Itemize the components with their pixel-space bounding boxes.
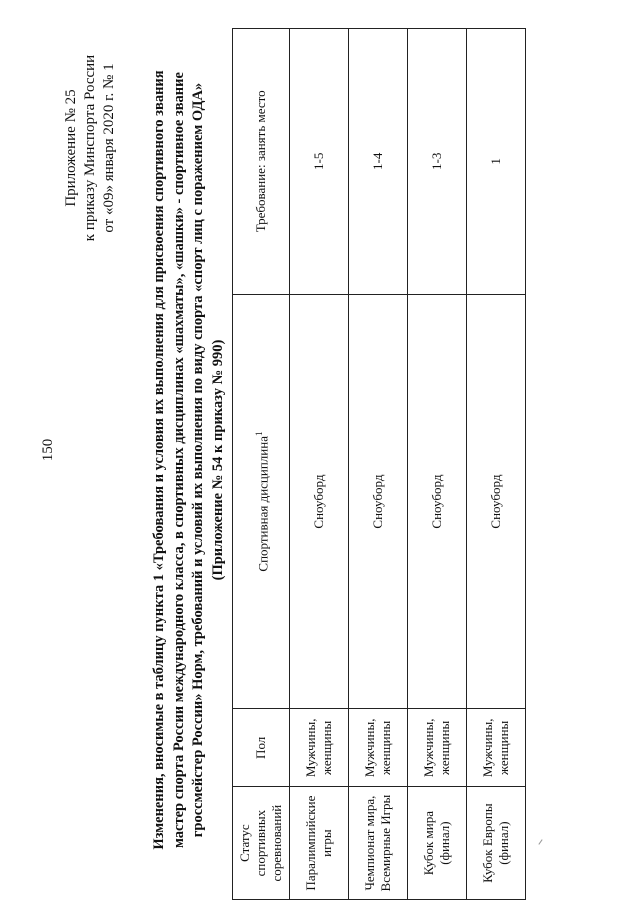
heading-line: мастер спорта России международного класса, в спортивных дисциплинах «шахматы», «шашки» - спортивное звание <box>170 72 187 848</box>
cell-place: 1-3 <box>408 29 467 295</box>
requirements-table <box>232 28 526 900</box>
cell-place: 1 <box>467 29 526 295</box>
cell-discipline: Сноуборд <box>290 294 349 709</box>
cell-place: 1-5 <box>290 29 349 295</box>
cell-discipline: Сноуборд <box>467 294 526 709</box>
cell-sex: Мужчины, женщины <box>467 709 526 787</box>
cell-sex: Мужчины, женщины <box>290 709 349 787</box>
table-row <box>290 29 349 900</box>
heading-line: Изменения, вносимые в таблицу пункта 1 «Требования и условия их выполнения для присвоения спортивного звания <box>151 70 167 850</box>
appendix-line: Приложение № 25 <box>63 89 79 207</box>
appendix-block <box>62 18 119 278</box>
header-discipline-label: Спортивная дисциплина <box>255 436 271 572</box>
table-row <box>349 29 408 900</box>
table-row <box>408 29 467 900</box>
cell-sex: Мужчины, женщины <box>349 709 408 787</box>
cell-status: Кубок мира (финал) <box>408 787 467 900</box>
header-discipline <box>233 294 290 709</box>
cell-discipline: Сноуборд <box>349 294 408 709</box>
cell-status: Паралимпийские игры <box>290 787 349 900</box>
cell-status: Кубок Европы (финал) <box>467 787 526 900</box>
scan-speck <box>538 839 542 844</box>
appendix-line: к приказу Минспорта России <box>82 54 98 242</box>
footnote-mark: 1 <box>253 431 264 437</box>
header-status: Статус спортивных соревнований <box>233 787 290 900</box>
header-sex: Пол <box>233 709 290 787</box>
table-row <box>467 29 526 900</box>
cell-place: 1-4 <box>349 29 408 295</box>
cell-status: Чемпионат мира, Всемирные Игры <box>349 787 408 900</box>
header-requirement: Требование: занять место <box>233 29 290 295</box>
cell-sex: Мужчины, женщины <box>408 709 467 787</box>
table-header-row <box>233 29 290 900</box>
appendix-line: от «09» января 2020 г. № 1 <box>101 63 117 233</box>
heading-line: гроссмейстер России» Норм, требований и условий их выполнения по виду спорта «спорт лиц с поражением ОДА» <box>190 82 206 838</box>
heading-line: (Приложение № 54 к приказу № 990) <box>209 339 226 581</box>
document-heading <box>150 20 228 900</box>
cell-discipline: Сноуборд <box>408 294 467 709</box>
page-number: 150 <box>40 438 56 462</box>
